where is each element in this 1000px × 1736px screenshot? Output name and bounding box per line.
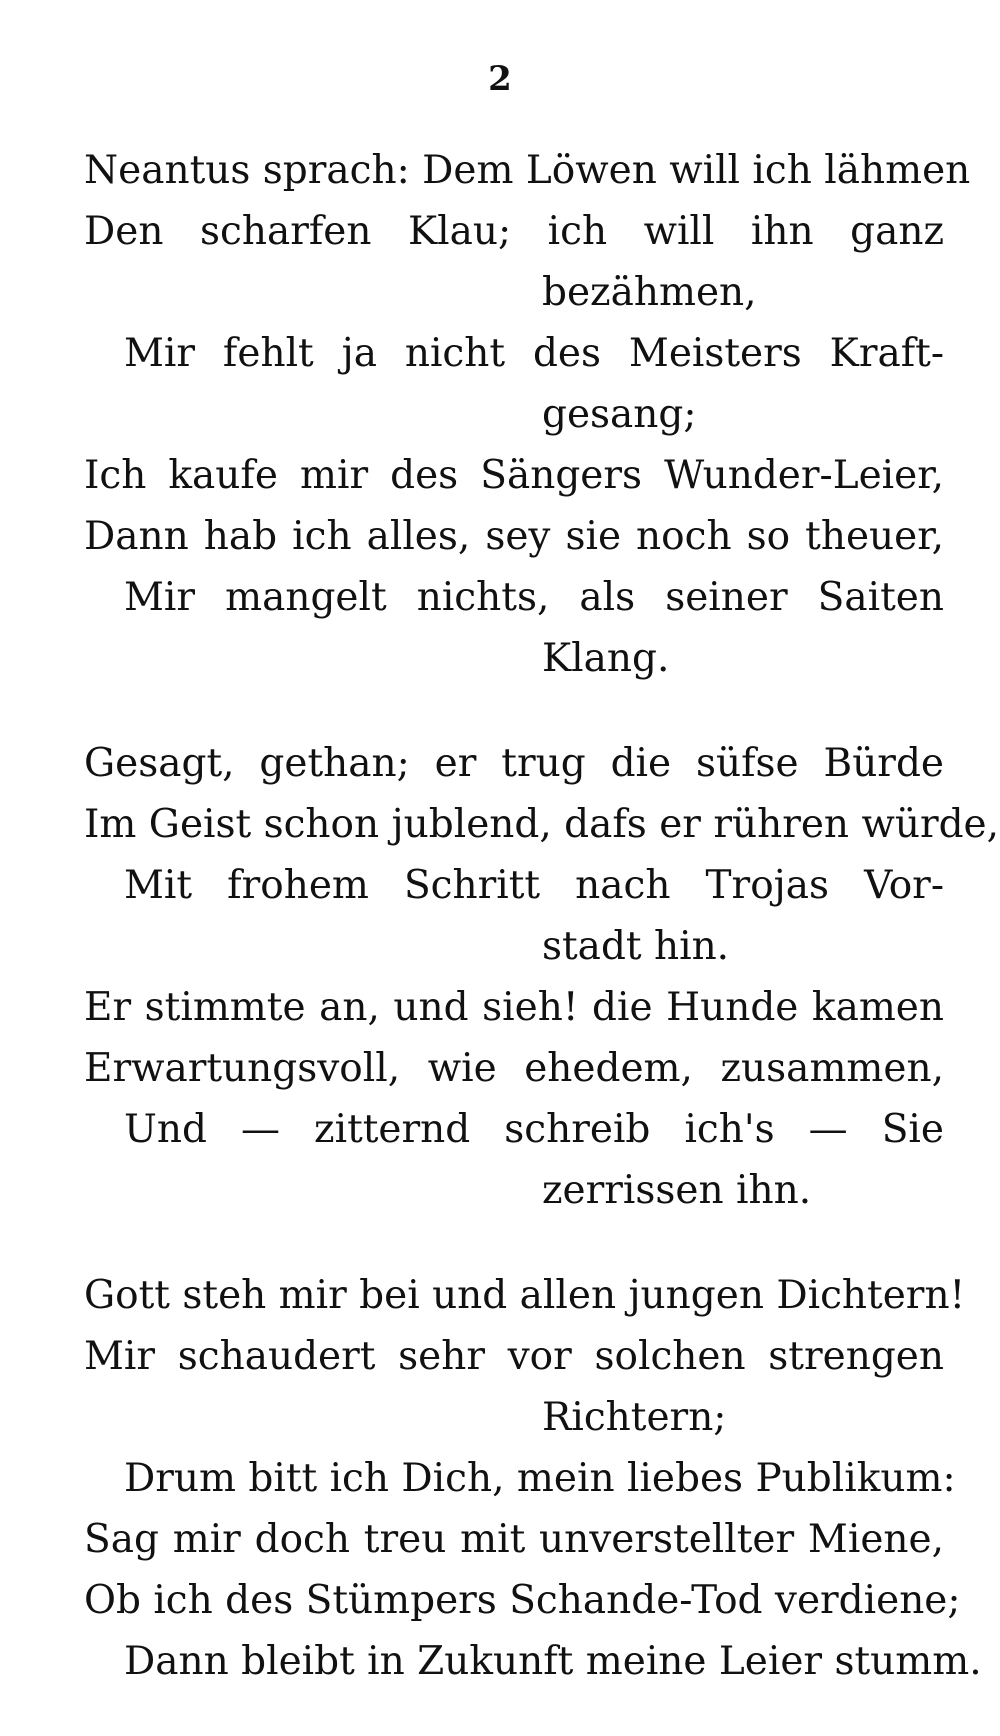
verse-line-turnover: gesang; <box>542 392 697 437</box>
verse-line: Ob ich des Stümpers Schande-Tod verdiene; <box>84 1578 961 1623</box>
verse-line: Im Geist schon jublend, dafs er rühren würde, <box>84 802 1000 847</box>
stanza-1 <box>84 140 971 689</box>
verse-line: Er stimmte an, und sieh! die Hunde kamen <box>84 985 944 1030</box>
verse-line-turnover: bezähmen, <box>542 270 757 315</box>
verse-line: Drum bitt ich Dich, mein liebes Publikum: <box>124 1456 956 1501</box>
verse-line: Sag mir doch treu mit unverstellter Miene, <box>84 1517 944 1562</box>
verse-line: Gott steh mir bei und allen jungen Dichtern! <box>84 1273 966 1318</box>
verse-line: Mir mangelt nichts, als seiner Saiten <box>124 575 944 620</box>
verse-line: Dann bleibt in Zukunft meine Leier stumm. <box>124 1639 982 1684</box>
verse-line-turnover: stadt hin. <box>542 924 730 969</box>
verse-line-turnover: zerrissen ihn. <box>542 1168 812 1213</box>
verse-line: Dann hab ich alles, sey sie noch so theuer, <box>84 514 944 559</box>
verse-line: Neantus sprach: Dem Löwen will ich lähmen <box>84 148 971 193</box>
verse-line-turnover: Klang. <box>542 636 670 681</box>
verse-line: Den scharfen Klau; ich will ihn ganz <box>84 209 944 254</box>
verse-line: Gesagt, gethan; er trug die süfse Bürde <box>84 741 944 786</box>
verse-line: Mit frohem Schritt nach Trojas Vor- <box>124 863 944 908</box>
page-number: 2 <box>488 59 512 99</box>
verse-line-turnover: Richtern; <box>542 1395 727 1440</box>
verse-line: Mir schaudert sehr vor solchen strengen <box>84 1334 944 1379</box>
stanza-2 <box>84 733 1000 1221</box>
verse-line: Ich kaufe mir des Sängers Wunder-Leier, <box>84 453 944 498</box>
stanza-3 <box>84 1265 982 1692</box>
verse-line: Mir fehlt ja nicht des Meisters Kraft- <box>124 331 944 376</box>
verse-line: Und — zitternd schreib ich's — Sie <box>124 1107 944 1152</box>
verse-line: Erwartungsvoll, wie ehedem, zusammen, <box>84 1046 944 1091</box>
poem <box>84 140 1000 1736</box>
